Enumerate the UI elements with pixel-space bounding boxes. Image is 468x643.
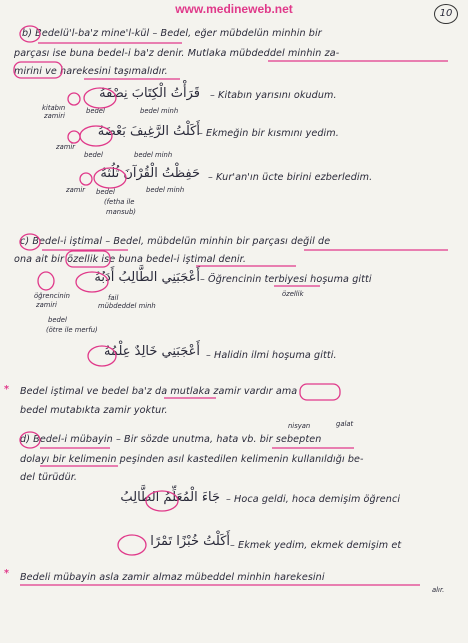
section-b-example2-arabic: أَكَلْتُ الرَّغِيفَ بَعْضَهُ	[97, 124, 200, 139]
page-number: 10	[434, 4, 458, 24]
label-bedel-minh: bedel minh	[134, 151, 173, 159]
label-mubdeddel-minh: mübdeddel minh	[98, 302, 156, 310]
section-b-example2-translation: – Ekmeğin bir kısmını yedim.	[198, 128, 339, 139]
label-zamiri: zamiri	[36, 301, 57, 309]
note2-line1: Bedeli mübayin asla zamir almaz mübeddel minhin harekesini	[20, 572, 325, 583]
label-mansub: mansub)	[106, 208, 136, 216]
label-otre: (ötre ile merfu)	[46, 326, 98, 334]
section-b-line2: parçası ise buna bedel-i ba'z denir. Mutlaka mübdeddel minhin za-	[14, 48, 340, 59]
section-b-line1: b) Bedelü'l-ba'z mine'l-kül – Bedel, eğer mübdelün minhin bir	[22, 28, 322, 39]
section-c-example2-translation: – Halidin ilmi hoşuma gitti.	[206, 350, 337, 361]
label-bedel: bedel	[84, 151, 103, 159]
overword-nisyan: nisyan	[288, 422, 311, 430]
circle-mark	[38, 272, 54, 290]
label-fetha: (fetha ile	[104, 198, 135, 206]
star-icon: *	[4, 568, 10, 579]
section-b-example1-translation: – Kitabın yarısını okudum.	[210, 90, 337, 101]
section-d-example2-arabic: أَكَلْتُ خُبْزًا تَمْرًا	[150, 534, 230, 549]
section-d-line3: del türüdür.	[20, 472, 78, 483]
label-bedel-minh: bedel minh	[146, 186, 185, 194]
section-b-example1-arabic: قَرَأْتُ الْكِتَابَ نِصْفَهُ	[99, 86, 200, 101]
label-fail: fail	[108, 294, 119, 302]
section-d-line1: d) Bedel-i mübayin – Bir sözde unutma, hata vb. bir sebepten	[20, 434, 322, 445]
section-c-line2: ona ait bir özellik ise buna bedel-i iştimal denir.	[14, 254, 246, 265]
section-b-example3-arabic: حَفِظْتُ الْقُرْآنَ ثُلُثَهُ	[100, 166, 200, 181]
note1-line1: Bedel iştimal ve bedel ba'z da mutlaka zamir vardır ama	[20, 386, 298, 397]
section-c-example1-arabic: أَعْجَبَنِي الطَّالِبُ أَدَبُهُ	[94, 270, 200, 285]
note2-star	[4, 568, 9, 579]
label-zamiri: zamiri	[44, 112, 65, 120]
section-d-example1-arabic: جَاءَ الْمُعَلِّمُ الطَّالِبُ	[120, 490, 220, 505]
section-b-example3-translation: – Kur'an'ın ücte birini ezberledim.	[208, 172, 373, 183]
section-d-example2-translation: – Ekmek yedim, ekmek demişim et	[230, 540, 402, 551]
label-bedel: bedel	[96, 188, 115, 196]
section-c-line1: c) Bedel-i iştimal – Bedel, mübdelün minhin bir parçası değil de	[20, 236, 331, 247]
circle-mark	[300, 384, 340, 400]
section-c-example2-arabic: أَعْجَبَنِي خَالِدٌ عِلْمُهُ	[103, 344, 200, 359]
label-zamir: zamir	[56, 143, 76, 151]
label-bedel: bedel	[48, 316, 67, 324]
site-watermark: www.medineweb.net	[175, 2, 293, 16]
section-b-line3: mirini ve harekesini taşımalıdır.	[14, 66, 168, 77]
label-ozellik: özellik	[282, 290, 304, 298]
overword-galat: galat	[336, 420, 354, 428]
section-c-example1-translation: – Öğrencinin terbiyesi hoşuma gitti	[200, 274, 372, 285]
label-bedel: bedel	[86, 107, 105, 115]
note1-star	[4, 384, 9, 395]
label-bedel-minh: bedel minh	[140, 107, 179, 115]
star-icon: *	[4, 384, 10, 395]
section-d-line2: dolayı bir kelimenin peşinden asıl kastedilen kelimenin kullanıldığı be-	[20, 454, 364, 465]
label-kitabin: kitabın	[42, 104, 66, 112]
label-zamir: zamir	[66, 186, 86, 194]
section-d-example1-translation: – Hoca geldi, hoca demişim öğrenci	[226, 494, 401, 505]
note2-line2: alır.	[432, 586, 445, 594]
label-ogrencinin: öğrencinin	[34, 292, 70, 300]
note1-line2: bedel mutabıkta zamir yoktur.	[20, 405, 168, 416]
